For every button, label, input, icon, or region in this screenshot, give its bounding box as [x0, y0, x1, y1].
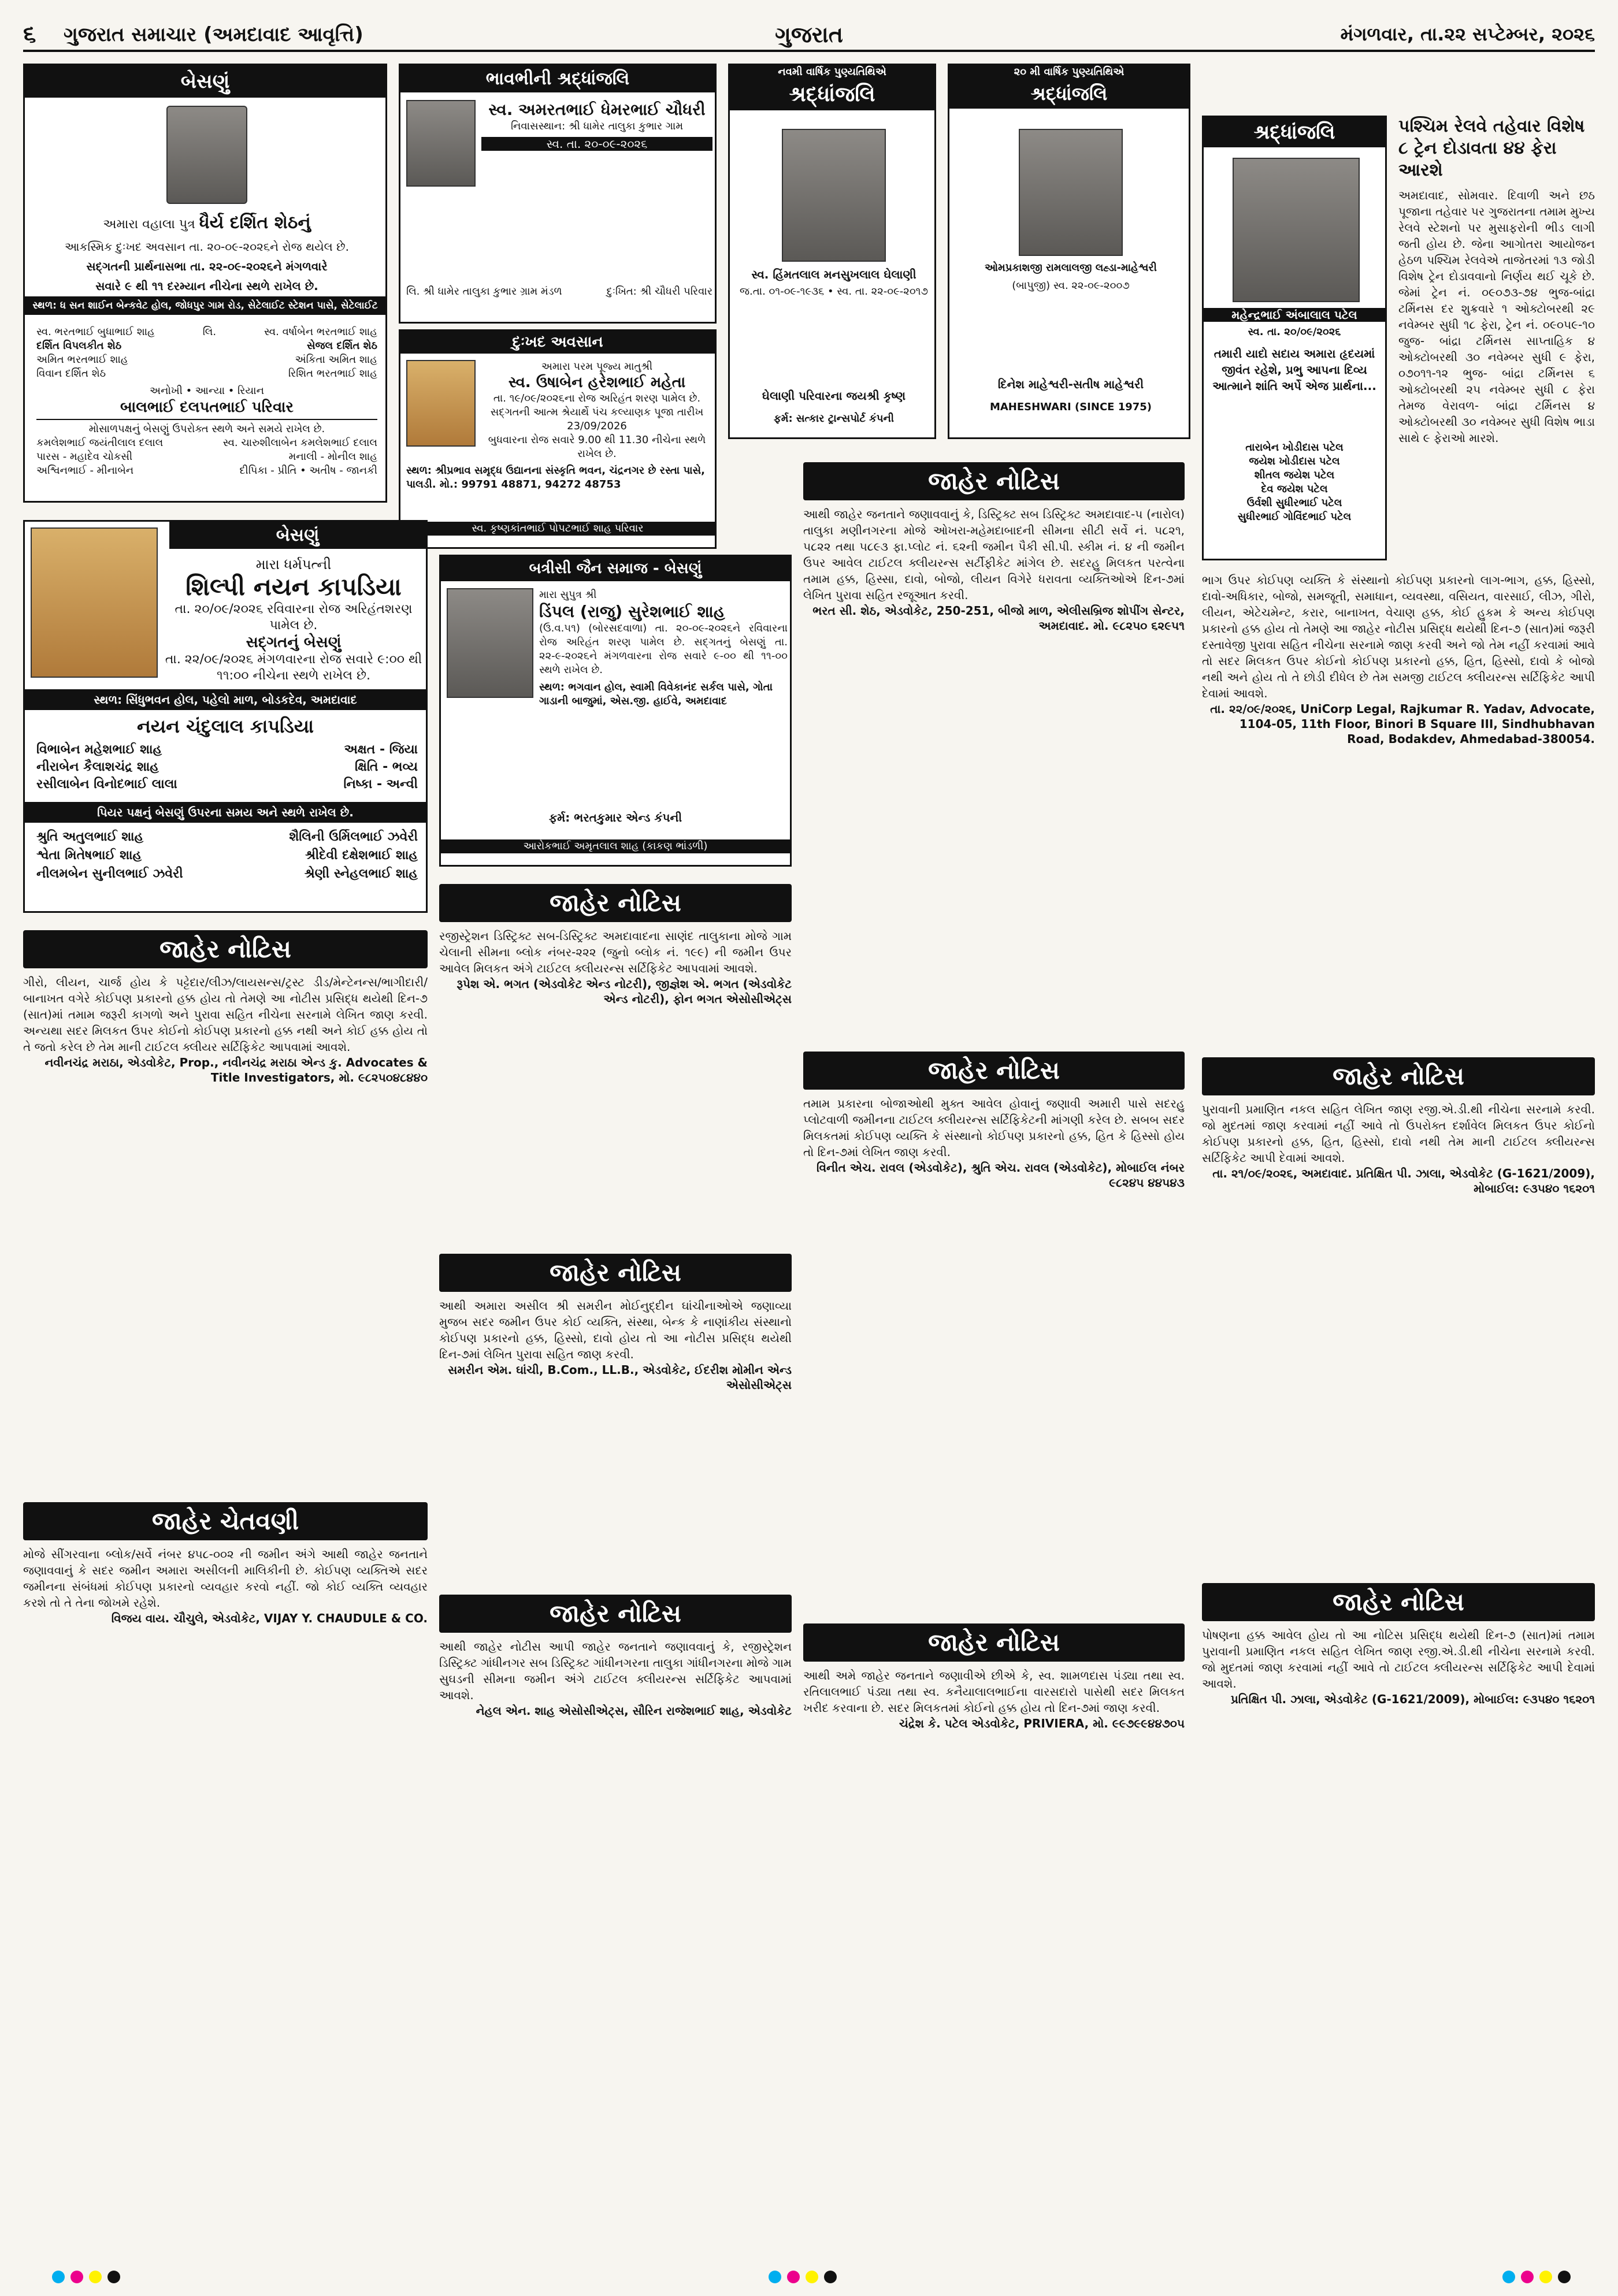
tribute-ad-3: [948, 64, 1190, 439]
pihar-names: [36, 828, 418, 883]
notice-heading: જાહેર નોટિસ: [23, 930, 428, 968]
family-name: સુધીરભાઈ ગોવિંદભાઈ પટેલ: [1237, 511, 1352, 523]
notice-0: [803, 462, 1185, 1040]
portrait-photo: [31, 527, 158, 678]
family-names: [36, 325, 377, 478]
registration-marks-center: [769, 2271, 837, 2283]
registration-marks-left: [52, 2271, 120, 2283]
family-name: શ્રુતિ અતુલભાઈ શાહ: [36, 830, 144, 844]
deceased-name: સ્વ. ઉષાબેન હરેશભાઈ મહેતા: [508, 374, 686, 391]
ad-heading: દુઃખદ અવસાન: [400, 331, 715, 354]
notice-signature: તા. ૨૧/૦૯/૨૦૨૬, અમદાવાદ. પ્રતિક્ષિત પી. ઝાલા, એડવોકેટ (G-1621/2009), મોબાઈલ: ૯૩૫૪૦ ૧૬૨૦૧: [1212, 1166, 1595, 1195]
family-banner: ઘેલાણી પરિવારના જયશ્રી કૃષ્ણ: [762, 389, 906, 403]
notice-signature: સમરીન એમ. ઘાંચી, B.Com., LL.B., એડવોકેટ, ઈદરીશ મોમીન એન્ડ એસોસીએટ્સ: [448, 1363, 792, 1392]
article-body: અમદાવાદ, સોમવાર. દિવાળી અને છઠ પૂજાના તહેવાર પર ગુજરાતના તમામ મુખ્ય રેલવે સ્ટેશનો પર મુસાફરોની ભીડ લાગી જતી હોય છે. જેના આગોતરા આયોજન હેઠળ પશ્ચિમ રેલવેએ તાજેતરમાં ૧૩ જોડી વિશેષ ટ્રેન દોડાવવાનો નિર્ણય થઈ ચૂકે છે. જેમાં ટ્રેન નં. ૦૯૦૭૩-૭૪ ભુજ-બાંદ્રા ટર્મિનસ દર શુક્રવારે ૧ ઓક્ટોબરથી ૨૯ નવેમ્બર સુધી ૧૮ ફેરા, ટ્રેન નં. ૦૯૦૫૯-૧૦ જુજ- બાંદ્રા ટર્મિનસ સાપ્તાહિક ૪ ઓક્ટોબરથી ૩૦ નવેમ્બર સુધી ૯ ફેરા, ૦૭૦૧૧-૧૨ ભુજ- બાંદ્રા ટર્મિનસ ૬ ઓક્ટોબરથી ૨૫ નવેમ્બર સુધી ૮ ફેરા તેમજ વેરાવળ- બાંદ્રા ટર્મિનસ ૪ ઓક્ટોબરથી ૩૦ નવેમ્બર સુધી વિશેષ ભાડા સાથે ૯ ફેરાઓ મારશે.: [1398, 188, 1595, 445]
deceased-name: મહેન્દ્રભાઈ અંબાલાલ પટેલ: [1204, 308, 1385, 322]
notice-signature: પ્રતિક્ષિત પી. ઝાલા, એડવોકેટ (G-1621/2009), મોબાઈલ: ૯૩૫૪૦ ૧૬૨૦૧: [1230, 1692, 1595, 1706]
mosal-name: દીપિકા - પ્રીતિ • અતીષ - જાનકી: [239, 465, 377, 477]
notice-body: આથી અમારા અસીલ શ્રી સમરીન મોઈનુદ્દીન ઘાંચીનાઓએ જણાવ્યા મુજબ સદર જમીન ઉપર કોઈ વ્યક્તિ, સંસ્થા, બેન્ક કે નાણાંકીય સંસ્થાનો કોઈપણ પ્રકારનો હક્ક, હિસ્સો, દાવો હોય તો આ નોટીસ પ્રસિદ્ધ થયેથી દિન-૭માં લેખિત પુરાવા સહિત જાણ કરવી.: [439, 1299, 792, 1361]
family-name: અમિત ભરતભાઈ શાહ: [36, 354, 128, 366]
registration-dot: [769, 2271, 781, 2283]
besnu-heading: સદ્ગતનું બેસણું: [246, 634, 342, 651]
article-headline: પશ્ચિમ રેલવે તહેવાર વિશેષ ૮ ટ્રેન દોડાવતા ૪૪ ફેરા આરશે: [1398, 116, 1585, 180]
notice-signature: વિનીત એચ. રાવલ (એડવોકેટ), શ્રુતિ એચ. રાવલ (એડવોકેટ), મોબાઈલ નંબર ૯૮૨૪૫ ૪૪૫૪૩: [817, 1161, 1185, 1190]
news-article-rail: [1398, 116, 1595, 578]
registration-dot: [70, 2271, 83, 2283]
footer-left: લિ. શ્રી ધામેર તાલુકા કુભાર ગ્રામ મંડળ: [406, 285, 562, 298]
registration-dot: [1521, 2271, 1534, 2283]
prayer-line: સદ્ગતની પ્રાર્થનાસભા તા. ૨૨-૦૯-૨૦૨૬ને મંગળવારે: [86, 259, 328, 273]
obituary-besnu-2: [23, 520, 428, 913]
venue: સ્થળ: ભગવાન હોલ, સ્વામી વિવેકાનંદ સર્કલ પાસે, ગોતા ગાડાની બાજુમાં, એસ.જી. હાઈવે, અમદાવાદ: [539, 681, 773, 707]
portrait-photo: [166, 106, 247, 204]
death-line: તા. ૨૦/૦૯/૨૦૨૬ રવિવારના રોજ અરિહંતશરણ પામેલ છે.: [175, 602, 413, 633]
family-name: સેજલ દર્શિત શેઠ: [306, 340, 377, 352]
family-name: લિ.: [202, 326, 217, 338]
ad-heading: શ્રદ્ધાંજલિ: [949, 79, 1189, 109]
subtitle: નિવાસસ્થાન: શ્રી ધામેર તાલુકા કુભાર ગામ: [510, 120, 684, 132]
family-name: નિષ્કા - અન્વી: [343, 777, 418, 792]
death-line: તા. ૧૯/૦૯/૨૦૨૬ના રોજ અરિહંત શરણ પામેલ છે.: [493, 392, 701, 404]
tribute-quote: તમારી યાદો સદાય અમારા હૃદયમાં જીવંત રહેશે, પ્રભુ આપના દિવ્ય આત્માને શાંતિ અર્પે એજ પ્રાર્થના...: [1212, 347, 1376, 393]
family-names: [36, 741, 418, 793]
mosal-note: મોસાળપક્ષનું બેસણું ઉપરોક્ત સ્થળે અને સમયે રાખેલ છે.: [36, 419, 377, 436]
notice-7: [23, 1502, 428, 2253]
family-name: વિવાન દર્શિત શેઠ: [36, 367, 106, 380]
venue: સ્થળ: શ્રીપ્રભાવ સમૃદ્ધ ઉદ્યાનના સંસ્કૃતિ ભવન, ચંદ્રનગર છે રસ્તા પાસે, પાલડી. મો.: 99791 48871, 94272 48753: [406, 465, 705, 491]
subtitle: નવમી વાર્ષિક પુણ્યતિથિએ: [730, 65, 934, 79]
notice-body: પોષણના હક્ક આવેલ હોય તો આ નોટિસ પ્રસિદ્ધ થયેથી દિન-૭ (સાત)માં તમામ પુરાવાની પ્રમાણિત નકલ સહિત લેખિત જાણ રજી.એ.ડી.થી નીચેના સરનામે કરવી. જો મુદતમાં જાણ કરવામાં નહીં આવે તો ટાઈટલ ક્લીયરન્સ સર્ટિફિકેટ આપી દેવામાં આવશે.: [1202, 1628, 1595, 1691]
family-name: રિશિત ભરતભાઈ શાહ: [288, 367, 377, 380]
ad-heading: શ્રદ્ધાંજલિ: [730, 79, 934, 110]
footer-right: દુઃખિત: શ્રી ચૌધરી પરિવાર: [606, 285, 712, 298]
death-date: સ્વ. તા. ૨૦-૦૯-૨૦૨૬: [481, 137, 712, 151]
page-number: ૬: [23, 21, 36, 47]
portrait-photo: [1019, 129, 1123, 256]
notice-body: રજીસ્ટ્રેશન ડિસ્ટ્રિક્ટ સબ-ડિસ્ટ્રિક્ટ અમદાવાદના સાણંદ તાલુકાના મોજે ગામ ચેલાની સીમના બ્લોક નંબર-૨૨૨ (જુનો બ્લોક નં. ૧૯૯) ની જમીન ઉપર આવેલ મિલકત અંગે ટાઈટલ ક્લીયરન્સ સર્ટિફિકેટ આપવામાં આવશે.: [439, 929, 792, 975]
tribute-ad-1: [399, 64, 717, 324]
notice-heading: જાહેર નોટિસ: [803, 1052, 1185, 1090]
notice-heading: જાહેર નોટિસ: [439, 884, 792, 922]
notice-body: મોજે સીંગરવાના બ્લોક/સર્વે નંબર ૪૫૮-૦૦૨ ની જમીન અંગે આથી જાહેર જનતાને જણાવવાનું કે સદર જમીન અમારા અસીલની માલિકીની છે. કોઈપણ વ્યક્તિએ સદર જમીનના સંબંધમાં કોઈપણ પ્રકારનો વ્યવહાર કરવો નહીં. જો કોઈ વ્યક્તિ વ્યવહાર કરશે તો તે તેના જોખમે રહેશે.: [23, 1547, 428, 1610]
family-name: વિભાબેન મહેશભાઈ શાહ: [36, 742, 162, 757]
intro-text: અમારા પરમ પૂજ્ય માતુશ્રી: [541, 361, 653, 373]
page-header: [23, 17, 1595, 52]
family-name: ક્ષિતિ - ભવ્ય: [354, 760, 418, 774]
subtitle: ૨૦ મી વાર્ષિક પુણ્યતિથિએ: [949, 65, 1189, 79]
mosal-name: પારસ - મહાદેવ ચોકસી: [36, 451, 133, 463]
notice-6: [439, 1254, 792, 1577]
footer: આરોકભાઈ અમૃતલાલ શાહ (કાકણ ભાંડળી): [441, 839, 790, 853]
firm-name: ફર્મ: ભરતકુમાર એન્ડ કંપની: [548, 811, 682, 824]
notice-body: આથી જાહેર જનતાને જણાવવાનું કે, ડિસ્ટ્રિક્ટ સબ ડિસ્ટ્રિક્ટ અમદાવાદ-૫ (નારોલ) તાલુકા મણીનગરના મોજે ઓખરા-મહેમદાબાદની સીમના સીટી સર્વે નં. ૫૮૨૧, ૫૮૨૨ તથા ૫૮૯૩ ફા.પ્લોટ નં. ૬૨ની જમીન પૈકી સી.પી. સ્કીમ નં. ૪ ની જમીન ઉપર આવેલ ટાઈટલ ક્લીયરન્સ સર્ટીફીકેટ માંગેલ છે. સદરહુ મિલકત પરત્વેના તમામ હક્ક, હિસ્સા, દાવો, બોજો, લીયન વિગેરે ધરાવતા વ્યક્તિઓએ દિન-૭માં લેખિત પુરાવા સહિત રજૂઆત કરવી.: [803, 507, 1185, 602]
family-banner: દિનેશ માહેશ્વરી-સતીષ માહેશ્વરી: [997, 377, 1144, 391]
family-name: અંકિતા અમિત શાહ: [295, 354, 377, 366]
portrait-photo: [406, 360, 476, 447]
notice-body: તમામ પ્રકારના બોજાઓથી મુક્ત આવેલ હોવાનું જણાવી અમારી પાસે સદરહુ પ્લોટવાળી જમીનના ટાઈટલ ક્લીયરન્સ સર્ટિફિકેટની માંગણી કરેલ છે. સબબ સદર મિલકતમાં કોઈપણ વ્યક્તિ કે સંસ્થાનો કોઈપણ પ્રકારનો હક્ક, હિત કે હિસ્સો હોય તો દિન-૭માં લેખિત જાણ કરવી.: [803, 1097, 1185, 1159]
deceased-name: સ્વ. હિંમતલાલ મનસુખલાલ ઘેલાણી: [751, 268, 916, 281]
notice-3: [439, 884, 792, 1242]
obituary-besnu-3: [439, 555, 792, 867]
family-name-banner: બાલભાઈ દલપતભાઈ પરિવાર: [120, 399, 294, 416]
registration-dot: [1502, 2271, 1515, 2283]
family-name: સ્વ. ભરતભાઈ બુધાભાઈ શાહ: [36, 326, 155, 338]
portrait-photo: [782, 129, 886, 262]
notice-5: [1202, 1057, 1595, 1566]
registration-dot: [1558, 2271, 1571, 2283]
notice-heading: જાહેર નોટિસ: [439, 1595, 792, 1633]
registration-dot: [107, 2271, 120, 2283]
family-name: શ્રીદેવી દક્ષેશભાઈ શાહ: [305, 848, 418, 863]
notice-body: ભાગ ઉપર કોઈપણ વ્યક્તિ કે સંસ્થાનો કોઈપણ પ્રકારનો લાગ-ભાગ, હક્ક, હિસ્સો, દાવો-અધિકાર, બોજો, સમજૂતી, સમાધાન, વ્યવસ્થા, વસિયત, વારસાઈ, લીઝ, ગીરો, લીયન, એટેચમેન્ટ, કરાર, બાનાખત, વેચાણ હક્ક, કોઈ હુકમ કે અન્ય કોઈપણ પ્રકારનો હક્ક હોય તો તેમણે આ જાહેર નોટીસ પ્રસિદ્ધ થયેથી દિન-૭ (સાત)માં જરૂરી દસ્તાવેજી પુરાવા સહિત નીચેના સરનામે જાણ કરવી અને જો તેમ નહીં કરવામાં આવે તો સદર મિલકત ઉપર કોઈનો કોઈપણ પ્રકારનો હક્ક, હિત, હિસ્સો, દાવો કે બોજો નથી અને હોય તો તે છોડી દીધેલ છે તેમ સમજી ટાઈટલ ક્લીયરન્સ સર્ટિફિકેટ આપી દેવામાં આવશે.: [1202, 573, 1595, 700]
obituary-besnu-1: [23, 64, 387, 503]
death-date: સ્વ. તા. ૨૦/૦૯/૨૦૨૬: [1248, 326, 1341, 338]
death-line: આકસ્મિક દુઃખદ અવસાન તા. ૨૦-૦૯-૨૦૨૬ને રોજ થયેલ છે.: [65, 240, 349, 254]
family-banner: સ્વ. કૃષ્ણકાંતભાઈ પોપટભાઈ શાહ પરિવાર: [400, 522, 715, 536]
deceased-name: શિલ્પી નયન કાપડિયા: [185, 573, 402, 601]
firm-name: MAHESHWARI (SINCE 1975): [989, 401, 1152, 413]
notice-heading: જાહેર નોટિસ: [803, 1623, 1185, 1662]
time-line: સવારે ૯ થી ૧૧ દરમ્યાન નીચેના સ્થળે રાખેલ છે.: [95, 279, 318, 293]
family-name: તારાબેન ખોડીદાસ પટેલ: [1245, 441, 1344, 454]
notice-2: [23, 930, 428, 1485]
notice-body: આથી અમે જાહેર જનતાને જણાવીએ છીએ કે, સ્વ. શામળદાસ પંડ્યા તથા સ્વ. રતિલાલભાઈ પંડ્યા તથા સ્વ. કનૈયાલાલભાઈના વારસદારો પાસેથી સદર મિલકત ખરીદ કરવાના છે. સદર મિલકતમાં કોઈનો હક્ક હોય તો દિન-૭માં જાણ કરવી.: [803, 1669, 1185, 1715]
deceased-name: ધૈર્ય દર્શિત શેઠનું: [199, 213, 311, 233]
ad-heading: ભાવભીની શ્રદ્ધાંજલિ: [400, 65, 715, 92]
venue-bar: સ્થળ: સિંધુભવન હોલ, પહેલો માળ, બોડકદેવ, અમદાવાદ: [25, 689, 426, 710]
notice-signature: નવીનચંદ્ર મરાઠા, એડવોકેટ, Prop., નવીનચંદ્ર મરાઠા એન્ડ કુ. Advocates & Title Investigators, મો. ૯૮૨૫૦૪૮૪૪૦: [44, 1056, 428, 1084]
newspaper-name: ગુજરાત સમાચાર (અમદાવાદ આવૃત્તિ): [64, 23, 363, 46]
ad-heading: બત્રીસી જૈન સમાજ - બેસણું: [441, 556, 790, 581]
notice-heading: જાહેર નોટિસ: [803, 462, 1185, 500]
registration-dot: [806, 2271, 818, 2283]
notice-signature: રૂપેશ એ. ભગત (એડવોકેટ એન્ડ નોટરી), જીજ્ઞેશ એ. ભગત (એડવોકેટ એન્ડ નોટરી), ફોન ભગત એસોસીએટ્સ: [457, 977, 792, 1006]
notice-signature: નેહલ એન. શાહ એસોસીએટ્સ, સૌરિન રાજેશભાઈ શાહ, એડવોકેટ: [476, 1704, 792, 1718]
issue-date: મંગળવાર, તા.૨૨ સપ્ટેમ્બર, ૨૦૨૬: [1340, 23, 1595, 45]
deceased-name: ડિંપલ (રાજુ) સુરેશભાઈ શાહ: [539, 602, 725, 621]
family-list: [1207, 441, 1382, 524]
portrait-photo: [447, 588, 533, 698]
notice-body: આથી જાહેર નોટીસ આપી જાહેર જનતાને જણાવવાનું કે, રજીસ્ટ્રેશન ડિસ્ટ્રિક્ટ ગાંધીનગર સબ ડિસ્ટ્રિક્ટ ગાંધીનગરના તાલુકા ગાંધીનગરના મોજે ગામ સુઘડની સીમના જમીન અંગે ટાઈટલ ક્લીયરન્સ સર્ટિફિકેટ આપવામાં આવશે.: [439, 1640, 792, 1702]
notice-9: [803, 1623, 1185, 2253]
notice-heading: જાહેર નોટિસ: [1202, 1057, 1595, 1095]
tribute-ad-2: [728, 64, 936, 439]
mosal-name: સ્વ. ચારુશીલાબેન કમલેશભાઈ દલાલ: [222, 437, 377, 449]
family-name: અક્ષત - જિયા: [344, 742, 418, 757]
ad-heading: બેસણું: [25, 65, 385, 98]
family-name: નીલમબેન સુનીલભાઈ ઝવેરી: [36, 867, 183, 881]
time-line: બુધવારના રોજ સવારે 9.00 થી 11.30 નીચેના સ્થળે રાખેલ છે.: [488, 434, 706, 460]
registration-dot: [787, 2271, 800, 2283]
ad-heading: બેસણું: [169, 522, 426, 549]
time-line: તા. ૨૨/૦૯/૨૦૨૬ મંગળવારના રોજ સવારે ૯:૦૦ થી ૧૧:૦૦ નીચેના સ્થળે રાખેલ છે.: [165, 652, 422, 683]
registration-dot: [89, 2271, 102, 2283]
notice-heading: જાહેર ચેતવણી: [23, 1502, 428, 1540]
obituary-dukhad: [399, 329, 717, 549]
ad-heading: શ્રદ્ધાંજલિ: [1204, 117, 1385, 147]
family-name: નીરાબેન કૈલાશચંદ્ર શાહ: [36, 760, 159, 774]
registration-dot: [52, 2271, 65, 2283]
notice-signature: વિજય વાય. ચૌચુલે, એડવોકેટ, VIJAY Y. CHAUDULE & CO.: [111, 1611, 428, 1625]
life-dates: (બાપુજી) સ્વ. ૨૨-૦૯-૨૦૦૭: [1012, 280, 1130, 292]
family-name: ઉર્વશી સુધીરભાઈ પટેલ: [1246, 497, 1342, 509]
notice-heading: જાહેર નોટિસ: [1202, 1583, 1595, 1621]
tribute-ad-4: [1202, 116, 1387, 560]
notice-8: [439, 1595, 792, 2253]
mosal-name: અશ્વિનભાઈ - મીનાબેન: [36, 465, 134, 477]
deceased-name: સ્વ. અમરતભાઈ ધેમરભાઈ ચૌધરી: [488, 100, 706, 119]
portrait-photo: [1233, 158, 1360, 302]
family-name: શ્વેતા મિતેષભાઈ શાહ: [36, 848, 142, 863]
notice-signature: ચંદ્રેશ કે. પટેલ એડવોકેટ, PRIVIERA, મો. ૯૯૭૯૯૪૪૭૦૫: [899, 1717, 1185, 1730]
family-name: શીતલ જયેશ પટેલ: [1254, 469, 1335, 481]
husband-name: નયન ચંદુલાલ કાપડિયા: [137, 715, 314, 737]
notice-heading: જાહેર નોટિસ: [439, 1254, 792, 1292]
family-name: શૈલિની ઉર્મિલભાઈ ઝવેરી: [289, 830, 418, 844]
life-dates: જ.તા. ૦૧-૦૯-૧૯૩૬ • સ્વ. તા. ૨૨-૦૯-૨૦૧૭: [740, 285, 928, 298]
venue-bar: સ્થળ: ધ સન શાઈન બેન્કવેટ હોલ, જોધપુર ગામ રોડ, સેટેલાઈટ સ્ટેશન પાસે, સેટેલાઈટ: [25, 296, 385, 315]
family-name: રસીલાબેન વિનોદભાઈ લાલા: [36, 777, 177, 792]
intro-text: મારા ધર્મપત્ની: [255, 556, 332, 573]
notice-body: ગીરો, લીયન, ચાર્જ હોય કે પટ્ટેદાર/લીઝ/લાયસન્સ/ટ્રસ્ટ ડીડ/મેન્ટેનન્સ/ભાગીદારી/બાનાખત વગેરે કોઈપણ પ્રકારનો હક્ક હોય તો તેમણે આ નોટીસ પ્રસિદ્ધ થયેથી દિન-૭ (સાત)માં તમામ જરૂરી કાગળો અને પુરાવા સહિત નીચેના સરનામે લેખિત જાણ કરવી. અન્યથા સદર મિલકત ઉપર કોઈનો કોઈપણ પ્રકારનો હક્ક નથી અને કોઈ હક્ક હોય તો તે જતો કરેલ છે તેમ માની ટાઈટલ ક્લીયર સર્ટિફિકેટ આપવામાં આવશે.: [23, 975, 428, 1054]
portrait-photo: [406, 100, 476, 187]
mosal-name: કમલેશભાઈ જયંતીલાલ દલાલ: [36, 437, 164, 449]
besnu-details: (ઉ.વ.૫૧) (બોરસદવાળા) તા. ૨૦-૦૯-૨૦૨૬ને રવિવારના રોજ અરિહંત શરણ પામેલ છે. સદ્ગતનું બેસણું તા. ૨૨-૯-૨૦૨૬ને મંગળવારના રોજ સવારે ૯-૦૦ થી ૧૧-૦૦ સ્થળે રાખેલ છે.: [539, 622, 788, 676]
notice-4: [803, 1052, 1185, 1606]
intro-text: મારા સુપુત્ર શ્રી: [539, 589, 597, 601]
registration-dot: [1539, 2271, 1552, 2283]
intro-text: અમારા વહાલા પુત્ર: [103, 217, 195, 232]
mosal-name: મનાલી - મોનીલ શાહ: [288, 451, 377, 463]
section-title: ગુજરાત: [775, 22, 843, 47]
notice-10: [1202, 1583, 1595, 2253]
deceased-name: ઓમપ્રકાશજી રામલાલજી લહ્ડા-માહેશ્વરી: [985, 262, 1157, 274]
notice-1: [1202, 572, 1595, 1046]
registration-dot: [824, 2271, 837, 2283]
firm-name: ફર્મ: સત્કાર ટ્રાન્સપોર્ટ કંપની: [773, 413, 895, 425]
notice-signature: તા. ૨૨/૦૯/૨૦૨૬, UniCorp Legal, Rajkumar R. Yadav, Advocate, 1104-05, 11th Floor, Binori B Square III, Sindhubhavan Road, Bodakdev, Ahmedabad-380054.: [1210, 702, 1595, 746]
relatives: અનોખી • આન્યા • રિયાન: [150, 385, 264, 397]
family-name: સ્વ. વર્ષાબેન ભરતભાઈ શાહ: [264, 326, 377, 338]
puja-line: સદ્ગતની આત્મ શ્રેયાર્થે પંચ કલ્યાણક પૂજા તારીખ 23/09/2026: [490, 406, 704, 432]
family-name: જયેશ ખોડીદાસ પટેલ: [1249, 455, 1340, 467]
pihar-note: પિયર પક્ષનું બેસણું ઉપરના સમય અને સ્થળે રાખેલ છે.: [25, 802, 426, 823]
family-name: દર્શિત વિપલકીત શેઠ: [36, 340, 122, 352]
notice-body: પુરાવાની પ્રમાણિત નકલ સહિત લેખિત જાણ રજી.એ.ડી.થી નીચેના સરનામે કરવી. જો મુદતમાં જાણ કરવામાં નહીં આવે તો ઉપરોક્ત દર્શાવેલ મિલકત ઉપર કોઈનો કોઈપણ પ્રકારનો હક્ક, હિત, હિસ્સો, દાવો નથી તેમ માની ટાઈટલ ક્લીયરન્સ સર્ટિફિકેટ આપી દેવામાં આવશે.: [1202, 1102, 1595, 1165]
notice-signature: ભરત સી. શેઠ, એડવોકેટ, 250-251, બીજો માળ, એલીસબ્રિજ શોપીંગ સેન્ટર, અમદાવાદ. મો. ૯૮૨૫૦ ૬૨૯૫૧: [812, 604, 1185, 633]
family-name: દેવ જયેશ પટેલ: [1261, 483, 1328, 495]
registration-marks-right: [1502, 2271, 1571, 2283]
family-name: શ્રેણી સ્નેહલભાઈ શાહ: [304, 867, 418, 881]
